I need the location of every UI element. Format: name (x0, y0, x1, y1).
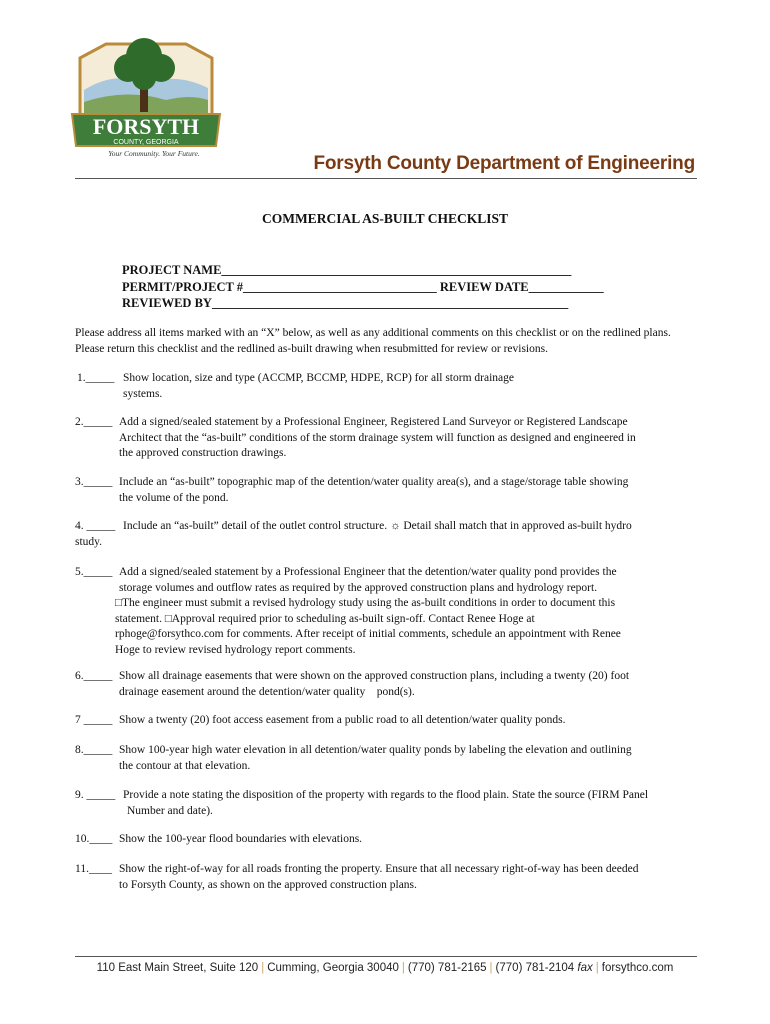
forsyth-county-logo (66, 28, 226, 158)
footer-fax-label: fax (577, 962, 593, 974)
item-text: Provide a note stating the disposition of the property with regards to the flood plain. State the source (FIRM Panel (123, 789, 649, 801)
item-text: Show the right-of-way for all roads fronting the property. Ensure that all necessary right-of-way has been deeded (119, 863, 639, 875)
item-text: Architect that the “as-built” conditions of the storm drainage system will function as designed and engineered in (119, 431, 636, 444)
item-text: the contour at that elevation. (119, 759, 251, 772)
item-text: to Forsyth County, as shown on the approved construction plans. (119, 878, 417, 891)
logo-name: FORSYTH (92, 114, 200, 139)
item-number[interactable]: 4. _____ (75, 520, 116, 532)
item-text: the volume of the pond. (119, 491, 229, 504)
footer-divider (75, 956, 697, 957)
item-number[interactable]: 5._____ (75, 566, 113, 578)
footer-address: 110 East Main Street, Suite 120 (96, 962, 259, 974)
item-text: statement. □Approval required prior to scheduling as-built sign-off. Contact Renee Hoge at (115, 612, 535, 625)
item-text: Include an “as-built” topographic map of the detention/water quality area(s), and a stage/storage table showing (119, 476, 629, 488)
logo-tagline: Your Community. Your Future. (108, 149, 200, 158)
header-divider (75, 178, 697, 179)
item-text: rphoge@forsythco.com for comments. After receipt of initial comments, schedule an appointment with Renee (115, 628, 621, 640)
item-number[interactable]: 8._____ (75, 744, 113, 756)
item-text: the approved construction drawings. (119, 447, 287, 459)
item-text: Include an “as-built” detail of the outlet control structure. ☼ Detail shall match that in approved as-built hydro (123, 520, 632, 532)
item-text-wrap: study. (75, 535, 103, 548)
item-text: drainage easement around the detention/water quality pond(s). (119, 685, 415, 698)
item-text: Show location, size and type (ACCMP, BCCMP, HDPE, RCP) for all storm drainage (123, 372, 514, 384)
item-text: Show all drainage easements that were shown on the approved construction plans, including a twenty (20) foot (119, 670, 630, 682)
item-number[interactable]: 2._____ (75, 416, 113, 428)
logo-sub: COUNTY, GEORGIA (113, 139, 179, 146)
item-number[interactable]: 10.____ (75, 833, 113, 845)
footer-separator: | (401, 962, 405, 974)
footer-separator: | (489, 962, 493, 974)
footer (0, 962, 770, 974)
item-number[interactable]: 11.____ (75, 863, 112, 875)
item-text: Show the 100-year flood boundaries with elevations. (119, 833, 363, 845)
footer-separator: | (595, 962, 599, 974)
permit-review-date-field[interactable]: PERMIT/PROJECT #_______________________________ REVIEW DATE____________ (122, 279, 604, 294)
footer-fax-number: (770) 781-2104 (495, 962, 575, 974)
project-fields (122, 262, 604, 312)
project-name-field[interactable]: PROJECT NAME________________________________________________________ (122, 263, 572, 277)
footer-city: Cumming, Georgia 30040 (267, 962, 399, 974)
reviewed-by-field[interactable]: REVIEWED BY_________________________________________________________ (122, 296, 569, 310)
footer-website[interactable]: forsythco.com (601, 962, 674, 974)
item-text: Show 100-year high water elevation in all detention/water quality ponds by labeling the elevation and outlining (119, 744, 632, 756)
footer-separator: | (261, 962, 265, 974)
department-title: Forsyth County Department of Engineering (313, 153, 695, 174)
item-number[interactable]: 3._____ (75, 476, 113, 488)
item-number[interactable]: 9. _____ (75, 789, 116, 801)
checklist-title: COMMERCIAL AS-BUILT CHECKLIST (261, 211, 509, 226)
intro-paragraph: Please address all items marked with an “X” below, as well as any additional comments on this checklist or on the redlined plans. Please return this checklist and the redlined as-built drawing when resubmitted for review or revisions. (75, 327, 671, 355)
item-text: □The engineer must submit a revised hydrology study using the as-built conditions in order to document this (115, 597, 616, 609)
item-text: Add a signed/sealed statement by a Professional Engineer that the detention/water quality pond provides the (119, 566, 617, 578)
item-text: storage volumes and outflow rates as required by the approved construction plans and hydrology report. (119, 581, 598, 594)
item-number[interactable]: 7 _____ (75, 714, 113, 726)
item-text: Number and date). (127, 804, 213, 817)
item-text: systems. (123, 387, 163, 400)
item-text: Show a twenty (20) foot access easement from a public road to all detention/water quality ponds. (119, 714, 566, 726)
item-text: Add a signed/sealed statement by a Professional Engineer, Registered Land Surveyor or Registered Landscape (119, 416, 628, 428)
item-text: Hoge to review revised hydrology report comments. (115, 643, 356, 656)
item-number[interactable]: 1._____ (77, 372, 115, 384)
item-number[interactable]: 6._____ (75, 670, 113, 682)
footer-phone: (770) 781-2165 (407, 962, 487, 974)
